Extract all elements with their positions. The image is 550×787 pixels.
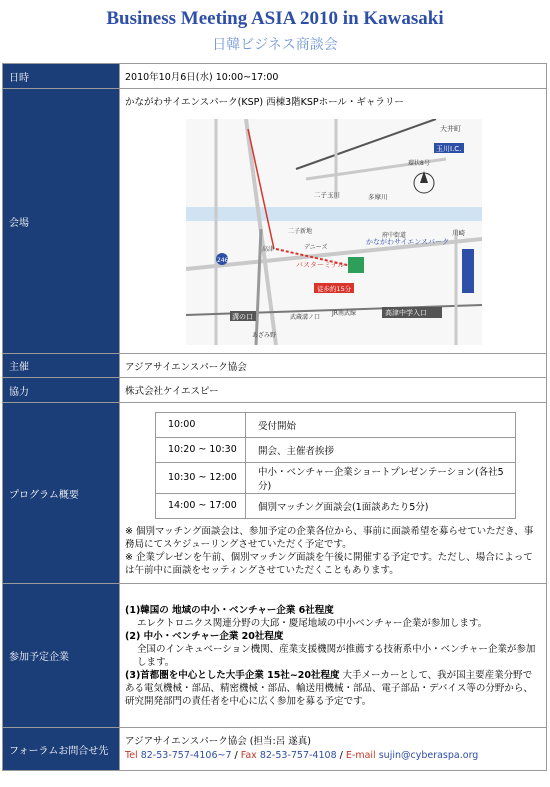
map-label-mizonokuchi: 溝の口 xyxy=(232,313,253,321)
schedule-table xyxy=(155,412,516,519)
schedule-desc: 個別マッチング面談会(1面談あたり5分) xyxy=(246,493,516,518)
row-contact xyxy=(3,728,547,771)
participant-body: 大手メーカーとして、我が国主要産業分野である電気機械・部品、精密機械・部品、輸送用機械・部品、電子部品・デバイス等の分野から、研究開発部門の責任者を中心に広く参加を募る予定です。 xyxy=(125,669,533,707)
email-label: E-mail xyxy=(345,750,376,761)
row-host xyxy=(3,354,547,378)
schedule-time: 10:30 ~ 12:00 xyxy=(156,462,246,493)
row-coop xyxy=(3,378,547,403)
venue-label: 会場 xyxy=(3,89,120,354)
schedule-desc: 中小・ベンチャー企業ショートプレゼンテーション(各社5分) xyxy=(246,462,516,493)
venue-cell xyxy=(120,89,547,354)
fax-value: 82-53-757-4108 xyxy=(259,750,337,761)
coop-label: 協力 xyxy=(3,378,120,403)
schedule-desc: 開会、主催者挨拶 xyxy=(246,437,516,462)
row-participants xyxy=(3,584,547,728)
map-label-kanjo8: 環状8号 xyxy=(408,160,430,167)
email-link[interactable]: sujin@cyberaspa.org xyxy=(378,750,479,761)
map-label-jr: JR南武線 xyxy=(332,310,356,317)
map-label-oimachi: 大井町 xyxy=(440,125,461,133)
info-table xyxy=(2,63,547,771)
program-note: ※ 個別マッチング面談会は、参加予定の企業各位から、事前に面談希望を募らせていただき、事務局にてスケジューリングさせていただく予定です。 xyxy=(125,525,534,550)
date-value: 2010年10月6日(水) 10:00~17:00 xyxy=(120,64,547,89)
schedule-time: 10:20 ~ 10:30 xyxy=(156,437,246,462)
participant-head: (1)韓国の 地域の中小・ベンチャー企業 6社程度 xyxy=(125,604,334,616)
map-label-tamagawa-ic: 玉川I.C. xyxy=(436,145,462,153)
participant-item xyxy=(125,604,538,630)
row-program xyxy=(3,403,547,584)
page-subtitle: 日韓ビジネス商談会 xyxy=(212,37,338,53)
contact-label: フォーラムお問合せ先 xyxy=(3,728,120,771)
map-label-tamagawa: 多摩川 xyxy=(368,193,388,201)
map-label-ksp: かながわサイエンスパーク xyxy=(366,238,450,246)
schedule-time: 14:00 ~ 17:00 xyxy=(156,493,246,518)
contact-cell xyxy=(120,728,547,771)
date-label: 日時 xyxy=(3,64,120,89)
participant-item xyxy=(125,669,538,708)
row-date xyxy=(3,64,547,89)
map-label-takatsu: 高津 xyxy=(262,246,275,253)
participant-body: エレクトロニクス関連分野の大邱・慶尾地域の中小ベンチャー企業が参加します。 xyxy=(137,617,488,629)
tel-value: 82-53-757-4106~7 xyxy=(140,750,232,761)
map-label-bus: バスターミナル xyxy=(296,261,345,269)
participants-cell xyxy=(120,584,547,728)
participant-body: 全国のインキュベーション機関、産業支援機関が推薦する技術系中小・ベンチャー企業が参加します。 xyxy=(137,643,536,668)
host-label: 主催 xyxy=(3,354,120,378)
map-label-kawasaki: 川崎 xyxy=(452,229,465,237)
schedule-row xyxy=(156,493,516,518)
participant-head: (2) 中小・ベンチャー企業 20社程度 xyxy=(125,630,284,642)
venue-value: かながわサイエンスパーク(KSP) 西棟3階KSPホール・ギャラリー xyxy=(125,97,404,108)
schedule-row xyxy=(156,437,516,462)
participant-head: (3)首都圏を中心とした大手企業 15社~20社程度 xyxy=(125,669,340,681)
tel-label: Tel xyxy=(125,750,138,761)
row-venue xyxy=(3,89,547,354)
map-label-futako: 二子玉川 xyxy=(314,191,340,199)
map-label-246: 246 xyxy=(217,257,229,264)
program-cell xyxy=(120,403,547,584)
coop-value: 株式会社ケイエスピー xyxy=(120,378,547,403)
schedule-row xyxy=(156,412,516,437)
ic-badge xyxy=(462,249,474,293)
participants-label: 参加予定企業 xyxy=(3,584,120,728)
fax-label: Fax xyxy=(240,750,257,761)
program-label: プログラム概要 xyxy=(3,403,120,584)
host-value: アジアサイエンスパーク協会 xyxy=(120,354,547,378)
access-map xyxy=(186,119,482,345)
map-label-musashi-mizonokuchi: 武蔵溝ノ口 xyxy=(290,314,321,321)
river xyxy=(186,207,482,221)
map-label-fuchu: 府中街道 xyxy=(382,232,407,239)
program-note: ※ 企業プレゼンを午前、個別マッチング面談を午後に開催する予定です。ただし、場合によっては午前中に面談をセッティングさせていただくこともあります。 xyxy=(125,551,533,576)
contact-line: Tel 82-53-757-4106~7 / Fax 82-53-757-4108 / E-mail sujin@cyberaspa.org xyxy=(125,750,479,761)
map-label-walk: 徒歩約15分 xyxy=(317,285,352,293)
map-label-takatsu-exit: 高津中学入口 xyxy=(385,309,427,317)
schedule-row xyxy=(156,462,516,493)
schedule-time: 10:00 xyxy=(156,412,246,437)
participant-item xyxy=(125,630,538,669)
schedule-desc: 受付開始 xyxy=(246,412,516,437)
ksp-marker xyxy=(348,257,364,273)
page-title: Business Meeting ASIA 2010 in Kawasaki xyxy=(106,8,444,29)
map-label-denizu: デニーズ xyxy=(304,244,328,251)
map-label-azamino: あざみ野 xyxy=(252,332,277,339)
contact-org: アジアサイエンスパーク協会 (担当:呂 遂真) xyxy=(125,736,311,747)
map-label-futako-shinchi: 二子新地 xyxy=(288,228,313,235)
